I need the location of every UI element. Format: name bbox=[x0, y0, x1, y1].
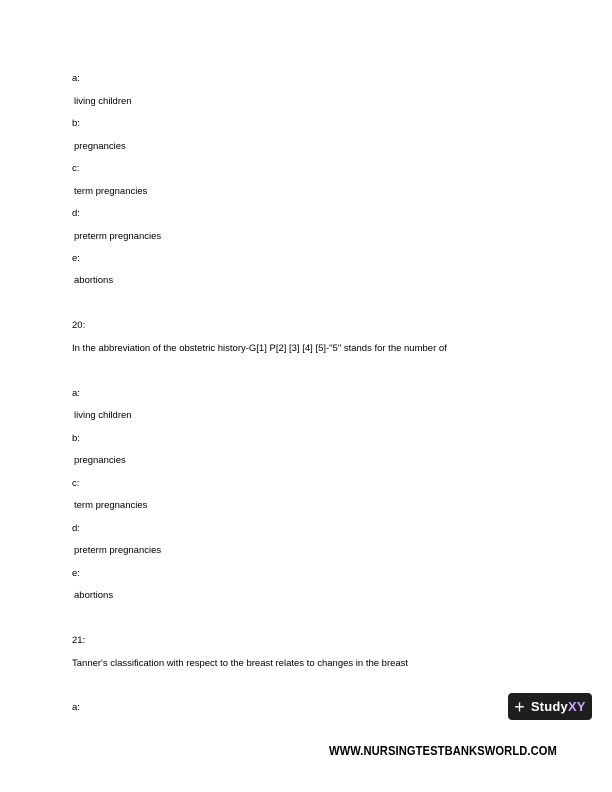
option-text-c: term pregnancies bbox=[74, 186, 148, 197]
option-text-e: abortions bbox=[74, 275, 114, 286]
option-letter-e: e: bbox=[72, 253, 80, 264]
question-20-text: In the abbreviation of the obstetric history-G[1] P[2] [3] [4] [5]-"5" stands for the number of bbox=[72, 343, 447, 354]
q21-option-letter-a: a: bbox=[72, 702, 80, 713]
question-20-number: 20: bbox=[72, 320, 86, 331]
option-letter-b: b: bbox=[72, 118, 80, 129]
q20-option-text-a: living children bbox=[74, 410, 132, 421]
plus-icon: + bbox=[514, 696, 525, 717]
option-letter-d: d: bbox=[72, 208, 80, 219]
q20-option-text-b: pregnancies bbox=[74, 455, 126, 466]
q20-option-letter-a: a: bbox=[72, 388, 80, 399]
question-21-number: 21: bbox=[72, 635, 86, 646]
studyxy-badge[interactable] bbox=[508, 693, 592, 720]
brand-accent: XY bbox=[567, 699, 586, 714]
q20-option-letter-d: d: bbox=[72, 523, 80, 534]
q20-option-letter-c: c: bbox=[72, 478, 80, 489]
q20-option-letter-e: e: bbox=[72, 568, 80, 579]
footer-url: WWW.NURSINGTESTBANKSWORLD.COM bbox=[329, 743, 557, 758]
q20-option-text-c: term pregnancies bbox=[74, 500, 148, 511]
option-letter-a: a: bbox=[72, 73, 80, 84]
option-letter-c: c: bbox=[72, 163, 80, 174]
studyxy-logo-text bbox=[531, 699, 586, 714]
option-text-d: preterm pregnancies bbox=[74, 231, 162, 242]
option-text-a: living children bbox=[74, 96, 132, 107]
option-text-b: pregnancies bbox=[74, 141, 126, 152]
question-21-text: Tanner's classification with respect to the breast relates to changes in the breast bbox=[72, 658, 409, 669]
q20-option-letter-b: b: bbox=[72, 433, 80, 444]
brand-main: Study bbox=[530, 699, 568, 714]
q20-option-text-d: preterm pregnancies bbox=[74, 545, 162, 556]
q20-option-text-e: abortions bbox=[74, 590, 114, 601]
